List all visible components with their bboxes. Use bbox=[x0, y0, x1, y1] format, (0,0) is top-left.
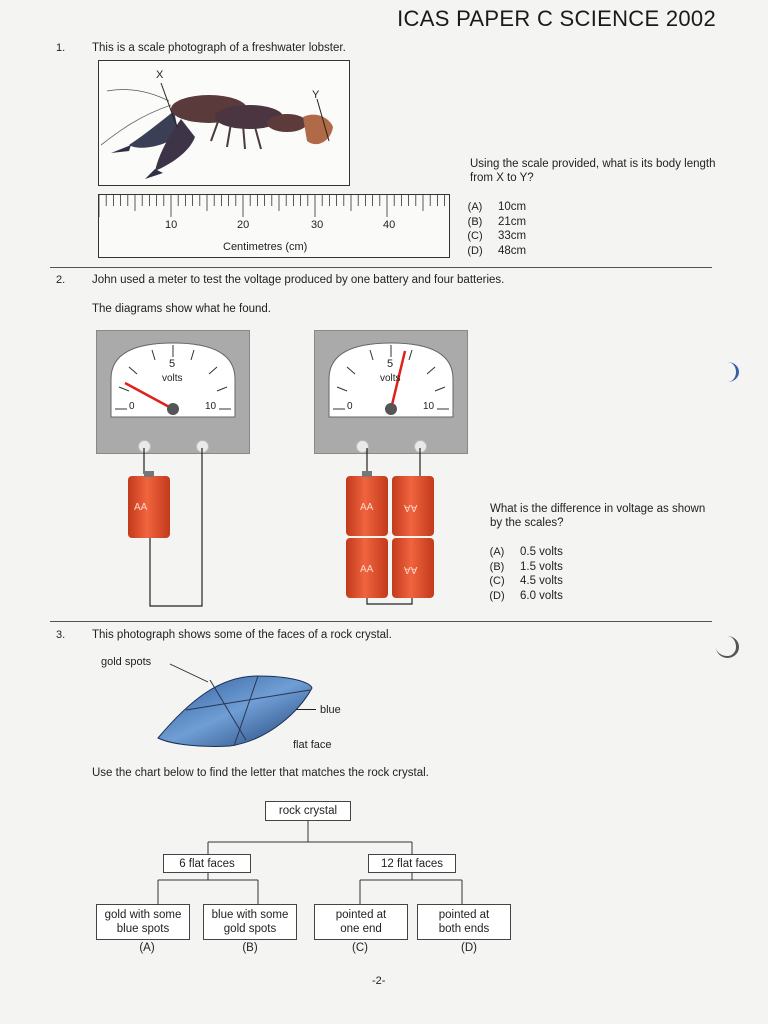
choice-text: 0.5 volts bbox=[520, 546, 563, 559]
meter-dial bbox=[97, 331, 249, 453]
lobster-image bbox=[99, 61, 349, 185]
binder-hole-mark bbox=[716, 636, 739, 658]
leader-line bbox=[296, 709, 316, 710]
voltmeter-one-battery bbox=[96, 330, 250, 454]
choice-letter: (C) bbox=[489, 575, 505, 588]
divider bbox=[50, 267, 712, 268]
q2-question: What is the difference in voltage as shown by the scales? bbox=[490, 503, 706, 529]
question-number-3: 3. bbox=[56, 629, 66, 641]
label-y: Y bbox=[312, 89, 320, 101]
meter-max-label: 10 bbox=[205, 401, 217, 412]
battery-label: AA bbox=[360, 564, 374, 575]
meter-min-label: 0 bbox=[129, 401, 135, 412]
battery-label: AA bbox=[134, 502, 148, 513]
battery-terminal bbox=[362, 471, 372, 477]
q3-instruction: Use the chart below to find the letter that matches the rock crystal. bbox=[92, 767, 429, 779]
ruler-label-30: 30 bbox=[311, 219, 324, 231]
q2-choices bbox=[484, 545, 563, 603]
binder-hole-mark bbox=[716, 362, 739, 382]
q3-choice-c[interactable]: (C) bbox=[352, 942, 368, 954]
chart-leaf-b bbox=[203, 904, 297, 940]
q3-choice-a[interactable]: (A) bbox=[139, 942, 155, 954]
q1-choice-d[interactable] bbox=[462, 244, 526, 259]
ruler-label-10: 10 bbox=[165, 219, 178, 231]
chart-node-12-faces: 12 flat faces bbox=[368, 854, 456, 873]
q2-choice-c[interactable] bbox=[484, 574, 563, 589]
choice-letter: (B) bbox=[467, 215, 483, 228]
divider bbox=[50, 621, 712, 622]
leaf-text: both ends bbox=[438, 923, 490, 935]
choice-text: 48cm bbox=[498, 244, 527, 257]
label-blue: blue bbox=[320, 704, 341, 716]
choice-text: 33cm bbox=[498, 230, 527, 243]
q1-choices bbox=[462, 200, 526, 258]
page-title: ICAS PAPER C SCIENCE 2002 bbox=[397, 6, 716, 31]
q2-choice-b[interactable] bbox=[484, 560, 563, 575]
label-gold-spots: gold spots bbox=[101, 656, 152, 668]
leaf-text: gold with some bbox=[104, 909, 182, 921]
q1-stem: This is a scale photograph of a freshwater lobster. bbox=[92, 42, 346, 54]
page-number: -2- bbox=[372, 975, 386, 987]
battery bbox=[346, 476, 388, 536]
choice-text: 21cm bbox=[498, 215, 527, 228]
lobster-photo bbox=[98, 60, 350, 186]
meter-max-label: 10 bbox=[423, 401, 435, 412]
battery-label: AA bbox=[360, 502, 374, 513]
q1-choice-b[interactable] bbox=[462, 215, 526, 230]
ruler-ticks-graphic bbox=[99, 195, 449, 219]
meter-min-label: 0 bbox=[347, 401, 353, 412]
leaf-text: gold spots bbox=[223, 923, 277, 935]
ruler-label-20: 20 bbox=[237, 219, 250, 231]
q1-choice-c[interactable] bbox=[462, 229, 526, 244]
chart-node-6-faces: 6 flat faces bbox=[163, 854, 251, 873]
question-number-2: 2. bbox=[56, 274, 66, 286]
chart-leaf-c bbox=[314, 904, 408, 940]
battery-label-flipped: AA bbox=[404, 564, 418, 575]
leaf-text: one end bbox=[340, 923, 382, 935]
q1-question: Using the scale provided, what is its body length from X to Y? bbox=[470, 158, 716, 184]
choice-letter: (D) bbox=[467, 244, 483, 257]
choice-text: 6.0 volts bbox=[520, 589, 563, 602]
label-flat-face: flat face bbox=[293, 739, 332, 751]
q3-choice-b[interactable]: (B) bbox=[242, 942, 258, 954]
choice-letter: (B) bbox=[489, 560, 505, 573]
q2-choice-d[interactable] bbox=[484, 589, 563, 604]
battery-terminal bbox=[144, 471, 154, 477]
meter-dial bbox=[315, 331, 467, 453]
meter-unit-label: volts bbox=[162, 373, 183, 384]
meter-mid-label: 5 bbox=[387, 358, 394, 370]
q3-stem: This photograph shows some of the faces of a rock crystal. bbox=[92, 629, 392, 641]
leaf-text: pointed at bbox=[438, 909, 490, 921]
battery bbox=[392, 538, 434, 598]
chart-leaf-d bbox=[417, 904, 511, 940]
question-number-1: 1. bbox=[56, 42, 66, 54]
label-x: X bbox=[156, 69, 164, 81]
q3-choice-d[interactable]: (D) bbox=[461, 942, 477, 954]
voltmeter-four-batteries bbox=[314, 330, 468, 454]
battery-label-flipped: AA bbox=[404, 502, 418, 513]
choice-text: 1.5 volts bbox=[520, 560, 563, 573]
q2-stem-2: The diagrams show what he found. bbox=[92, 303, 271, 315]
ruler-label-40: 40 bbox=[383, 219, 396, 231]
ruler-unit: Centimetres (cm) bbox=[223, 241, 308, 253]
battery bbox=[346, 538, 388, 598]
q2-stem: John used a meter to test the voltage produced by one battery and four batteries. bbox=[92, 274, 505, 286]
leaf-text: pointed at bbox=[335, 909, 387, 921]
choice-text: 10cm bbox=[498, 201, 527, 214]
chart-leaf-a bbox=[96, 904, 190, 940]
battery bbox=[392, 476, 434, 536]
ruler bbox=[98, 194, 450, 258]
choice-text: 4.5 volts bbox=[520, 575, 563, 588]
choice-letter: (D) bbox=[489, 589, 505, 602]
leaf-text: blue with some bbox=[211, 909, 289, 921]
choice-letter: (A) bbox=[489, 546, 505, 559]
meter-mid-label: 5 bbox=[169, 358, 176, 370]
q1-choice-a[interactable] bbox=[462, 200, 526, 215]
battery bbox=[128, 476, 170, 538]
chart-root-node: rock crystal bbox=[265, 801, 351, 821]
meter-unit-label: volts bbox=[380, 373, 401, 384]
choice-letter: (C) bbox=[467, 230, 483, 243]
choice-letter: (A) bbox=[467, 201, 483, 214]
q2-choice-a[interactable] bbox=[484, 545, 563, 560]
leaf-text: blue spots bbox=[116, 923, 170, 935]
